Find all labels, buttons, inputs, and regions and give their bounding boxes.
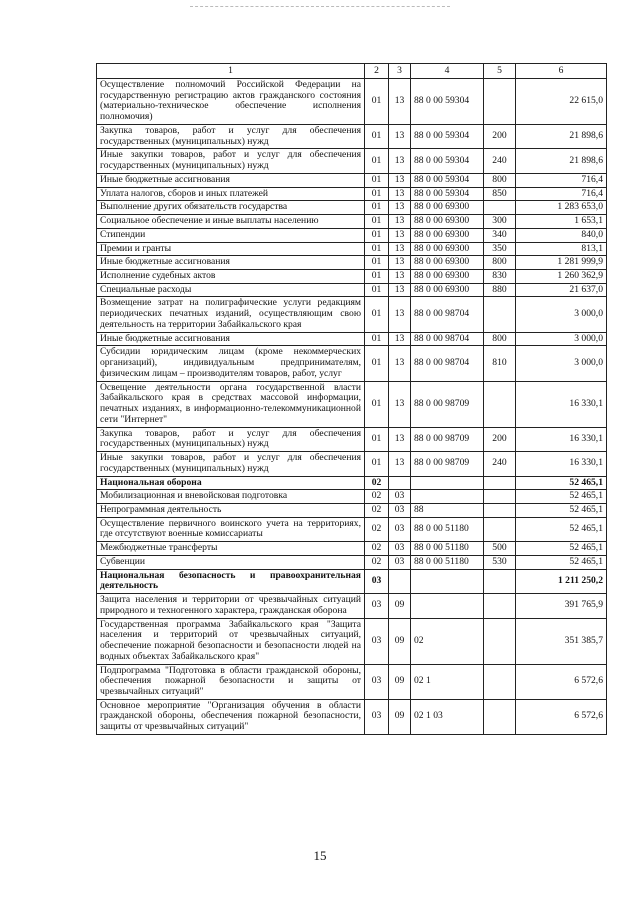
row-target-article: 88 0 00 59304 bbox=[411, 79, 484, 125]
table-row bbox=[97, 332, 607, 346]
table-row bbox=[97, 490, 607, 504]
row-name: Закупка товаров, работ и услуг для обеспечения государственных (муниципальных) нужд bbox=[97, 124, 365, 148]
row-section: 01 bbox=[365, 79, 389, 125]
header-col-2: 2 bbox=[365, 64, 389, 79]
row-expense-type: 240 bbox=[484, 149, 516, 173]
row-subsection: 13 bbox=[389, 427, 411, 451]
row-target-article: 88 0 00 98709 bbox=[411, 381, 484, 427]
row-section: 01 bbox=[365, 124, 389, 148]
row-target-article: 88 0 00 69300 bbox=[411, 215, 484, 229]
row-subsection: 03 bbox=[389, 503, 411, 517]
row-expense-type bbox=[484, 503, 516, 517]
row-name: Защита населения и территории от чрезвычайных ситуаций природного и техногенного характера, гражданская оборона bbox=[97, 594, 365, 618]
table-row bbox=[97, 215, 607, 229]
row-target-article: 02 1 bbox=[411, 664, 484, 699]
row-name: Мобилизационная и вневойсковая подготовка bbox=[97, 490, 365, 504]
row-amount: 6 572,6 bbox=[516, 664, 607, 699]
row-subsection: 09 bbox=[389, 664, 411, 699]
row-amount: 52 465,1 bbox=[516, 503, 607, 517]
row-target-article: 88 0 00 59304 bbox=[411, 124, 484, 148]
row-subsection: 03 bbox=[389, 542, 411, 556]
row-subsection: 13 bbox=[389, 79, 411, 125]
row-name: Стипендии bbox=[97, 228, 365, 242]
row-expense-type: 300 bbox=[484, 215, 516, 229]
header-col-1: 1 bbox=[97, 64, 365, 79]
table-row bbox=[97, 346, 607, 381]
row-target-article: 88 0 00 69300 bbox=[411, 283, 484, 297]
row-section: 01 bbox=[365, 201, 389, 215]
row-amount: 1 283 653,0 bbox=[516, 201, 607, 215]
row-amount: 6 572,6 bbox=[516, 699, 607, 734]
row-subsection: 13 bbox=[389, 346, 411, 381]
row-amount: 716,4 bbox=[516, 173, 607, 187]
header-col-3: 3 bbox=[389, 64, 411, 79]
row-target-article bbox=[411, 476, 484, 490]
table-row bbox=[97, 555, 607, 569]
row-section: 01 bbox=[365, 256, 389, 270]
table-row bbox=[97, 149, 607, 173]
row-target-article: 88 0 00 59304 bbox=[411, 173, 484, 187]
row-name: Субвенции bbox=[97, 555, 365, 569]
row-section: 03 bbox=[365, 569, 389, 593]
table-row bbox=[97, 664, 607, 699]
row-amount: 716,4 bbox=[516, 187, 607, 201]
row-subsection: 03 bbox=[389, 555, 411, 569]
row-section: 03 bbox=[365, 699, 389, 734]
row-name: Специальные расходы bbox=[97, 283, 365, 297]
row-amount: 3 000,0 bbox=[516, 346, 607, 381]
row-name: Возмещение затрат на полиграфические услуги редакциям периодических печатных изданий, осуществляющим свою деятельность на территории Забайкальского края bbox=[97, 297, 365, 332]
table-row bbox=[97, 381, 607, 427]
row-target-article: 88 0 00 98704 bbox=[411, 332, 484, 346]
row-section: 01 bbox=[365, 270, 389, 284]
row-name: Непрограммная деятельность bbox=[97, 503, 365, 517]
row-subsection: 03 bbox=[389, 517, 411, 541]
row-subsection: 13 bbox=[389, 452, 411, 476]
row-subsection: 13 bbox=[389, 187, 411, 201]
row-expense-type: 200 bbox=[484, 124, 516, 148]
table-row bbox=[97, 503, 607, 517]
row-name: Освещение деятельности органа государственной власти Забайкальского края в средствах массовой информации, печатных изданиях, в информационно-телекоммуникационной сети "Интернет" bbox=[97, 381, 365, 427]
row-subsection: 13 bbox=[389, 256, 411, 270]
row-section: 01 bbox=[365, 228, 389, 242]
table-header-row bbox=[97, 64, 607, 79]
row-target-article: 88 0 00 69300 bbox=[411, 270, 484, 284]
row-section: 01 bbox=[365, 381, 389, 427]
row-amount: 16 330,1 bbox=[516, 427, 607, 451]
row-subsection: 13 bbox=[389, 228, 411, 242]
row-section: 01 bbox=[365, 283, 389, 297]
row-target-article: 88 0 00 51180 bbox=[411, 542, 484, 556]
row-subsection: 13 bbox=[389, 381, 411, 427]
row-amount: 1 260 362,9 bbox=[516, 270, 607, 284]
row-target-article: 88 0 00 98709 bbox=[411, 427, 484, 451]
scan-artifact-line bbox=[190, 6, 450, 7]
row-subsection bbox=[389, 569, 411, 593]
table-row bbox=[97, 618, 607, 664]
row-name: Исполнение судебных актов bbox=[97, 270, 365, 284]
row-expense-type bbox=[484, 594, 516, 618]
row-expense-type: 850 bbox=[484, 187, 516, 201]
table-row bbox=[97, 542, 607, 556]
table-row bbox=[97, 569, 607, 593]
row-target-article: 02 bbox=[411, 618, 484, 664]
header-col-4: 4 bbox=[411, 64, 484, 79]
row-expense-type bbox=[484, 297, 516, 332]
row-section: 02 bbox=[365, 555, 389, 569]
row-expense-type: 800 bbox=[484, 256, 516, 270]
row-name: Государственная программа Забайкальского края "Защита населения и территорий от чрезвычайных ситуаций, обеспечение пожарной безопасности и безопасности людей на водных объектах Забайкальского края" bbox=[97, 618, 365, 664]
row-section: 02 bbox=[365, 542, 389, 556]
row-expense-type: 340 bbox=[484, 228, 516, 242]
row-name: Уплата налогов, сборов и иных платежей bbox=[97, 187, 365, 201]
row-expense-type: 350 bbox=[484, 242, 516, 256]
row-section: 01 bbox=[365, 297, 389, 332]
row-name: Осуществление первичного воинского учета на территориях, где отсутствуют военные комиссариаты bbox=[97, 517, 365, 541]
table-row bbox=[97, 699, 607, 734]
row-target-article: 88 0 00 69300 bbox=[411, 242, 484, 256]
table-row bbox=[97, 79, 607, 125]
row-target-article: 88 0 00 69300 bbox=[411, 228, 484, 242]
row-expense-type: 200 bbox=[484, 427, 516, 451]
table-row bbox=[97, 594, 607, 618]
row-name: Субсидии юридическим лицам (кроме некоммерческих организаций), индивидуальным предпринимателям, физическим лицам – производителям товаров, работ, услуг bbox=[97, 346, 365, 381]
row-expense-type bbox=[484, 517, 516, 541]
row-expense-type: 880 bbox=[484, 283, 516, 297]
row-amount: 391 765,9 bbox=[516, 594, 607, 618]
row-subsection: 13 bbox=[389, 201, 411, 215]
row-target-article: 88 bbox=[411, 503, 484, 517]
row-section: 01 bbox=[365, 149, 389, 173]
budget-table bbox=[96, 63, 607, 735]
table-row bbox=[97, 201, 607, 215]
row-name: Иные бюджетные ассигнования bbox=[97, 173, 365, 187]
row-section: 01 bbox=[365, 346, 389, 381]
row-target-article: 88 0 00 98704 bbox=[411, 346, 484, 381]
row-amount: 52 465,1 bbox=[516, 517, 607, 541]
row-subsection: 13 bbox=[389, 173, 411, 187]
row-target-article: 88 0 00 59304 bbox=[411, 187, 484, 201]
row-target-article: 88 0 00 69300 bbox=[411, 256, 484, 270]
row-target-article bbox=[411, 594, 484, 618]
row-subsection: 09 bbox=[389, 618, 411, 664]
row-subsection: 13 bbox=[389, 270, 411, 284]
row-amount: 22 615,0 bbox=[516, 79, 607, 125]
row-section: 03 bbox=[365, 618, 389, 664]
table-row bbox=[97, 427, 607, 451]
row-expense-type bbox=[484, 618, 516, 664]
row-target-article: 88 0 00 59304 bbox=[411, 149, 484, 173]
row-subsection: 13 bbox=[389, 283, 411, 297]
row-amount: 1 281 999,9 bbox=[516, 256, 607, 270]
row-amount: 351 385,7 bbox=[516, 618, 607, 664]
row-expense-type bbox=[484, 476, 516, 490]
row-section: 02 bbox=[365, 476, 389, 490]
row-target-article: 02 1 03 bbox=[411, 699, 484, 734]
table-row bbox=[97, 124, 607, 148]
table-body bbox=[97, 79, 607, 735]
page-number: 15 bbox=[313, 848, 327, 863]
row-section: 01 bbox=[365, 173, 389, 187]
row-expense-type bbox=[484, 664, 516, 699]
row-section: 03 bbox=[365, 664, 389, 699]
row-target-article: 88 0 00 69300 bbox=[411, 201, 484, 215]
row-amount: 52 465,1 bbox=[516, 476, 607, 490]
row-section: 01 bbox=[365, 242, 389, 256]
row-name: Межбюджетные трансферты bbox=[97, 542, 365, 556]
row-amount: 813,1 bbox=[516, 242, 607, 256]
row-name: Осуществление полномочий Российской Федерации на государственную регистрацию актов гражданского состояния (материально-техническое обеспечение исполнения полномочия) bbox=[97, 79, 365, 125]
row-amount: 52 465,1 bbox=[516, 490, 607, 504]
row-name: Национальная безопасность и правоохранительная деятельность bbox=[97, 569, 365, 593]
row-name: Иные закупки товаров, работ и услуг для обеспечения государственных (муниципальных) нужд bbox=[97, 149, 365, 173]
row-subsection: 09 bbox=[389, 699, 411, 734]
row-name: Подпрограмма "Подготовка в области гражданской обороны, обеспечения пожарной безопасности и защиты от чрезвычайных ситуаций" bbox=[97, 664, 365, 699]
row-target-article bbox=[411, 569, 484, 593]
row-amount: 1 653,1 bbox=[516, 215, 607, 229]
row-expense-type bbox=[484, 381, 516, 427]
row-name: Иные бюджетные ассигнования bbox=[97, 256, 365, 270]
row-expense-type bbox=[484, 490, 516, 504]
table-row bbox=[97, 187, 607, 201]
row-section: 02 bbox=[365, 490, 389, 504]
row-amount: 840,0 bbox=[516, 228, 607, 242]
row-expense-type bbox=[484, 699, 516, 734]
row-expense-type: 800 bbox=[484, 173, 516, 187]
row-name: Премии и гранты bbox=[97, 242, 365, 256]
header-col-6: 6 bbox=[516, 64, 607, 79]
row-section: 01 bbox=[365, 187, 389, 201]
table-row bbox=[97, 283, 607, 297]
row-amount: 1 211 250,2 bbox=[516, 569, 607, 593]
row-subsection bbox=[389, 476, 411, 490]
row-subsection: 13 bbox=[389, 215, 411, 229]
row-section: 01 bbox=[365, 452, 389, 476]
row-subsection: 13 bbox=[389, 149, 411, 173]
row-target-article bbox=[411, 490, 484, 504]
row-name: Социальное обеспечение и иные выплаты населению bbox=[97, 215, 365, 229]
row-target-article: 88 0 00 98709 bbox=[411, 452, 484, 476]
row-amount: 21 637,0 bbox=[516, 283, 607, 297]
row-target-article: 88 0 00 51180 bbox=[411, 555, 484, 569]
row-name: Иные бюджетные ассигнования bbox=[97, 332, 365, 346]
row-amount: 21 898,6 bbox=[516, 149, 607, 173]
row-expense-type: 530 bbox=[484, 555, 516, 569]
row-section: 01 bbox=[365, 332, 389, 346]
table-row bbox=[97, 452, 607, 476]
row-subsection: 03 bbox=[389, 490, 411, 504]
row-name: Выполнение других обязательств государства bbox=[97, 201, 365, 215]
row-expense-type: 830 bbox=[484, 270, 516, 284]
table-row bbox=[97, 270, 607, 284]
table-row bbox=[97, 517, 607, 541]
row-amount: 3 000,0 bbox=[516, 332, 607, 346]
row-amount: 21 898,6 bbox=[516, 124, 607, 148]
row-expense-type: 810 bbox=[484, 346, 516, 381]
row-section: 03 bbox=[365, 594, 389, 618]
row-amount: 52 465,1 bbox=[516, 542, 607, 556]
table-row bbox=[97, 228, 607, 242]
row-amount: 16 330,1 bbox=[516, 381, 607, 427]
row-name: Основное мероприятие "Организация обучения в области гражданской обороны, обеспечения пожарной безопасности, защиты от чрезвычайных ситуаций" bbox=[97, 699, 365, 734]
row-subsection: 13 bbox=[389, 297, 411, 332]
row-expense-type: 800 bbox=[484, 332, 516, 346]
row-subsection: 13 bbox=[389, 242, 411, 256]
row-target-article: 88 0 00 98704 bbox=[411, 297, 484, 332]
table-row bbox=[97, 242, 607, 256]
row-amount: 3 000,0 bbox=[516, 297, 607, 332]
row-name: Национальная оборона bbox=[97, 476, 365, 490]
row-name: Закупка товаров, работ и услуг для обеспечения государственных (муниципальных) нужд bbox=[97, 427, 365, 451]
table-row bbox=[97, 256, 607, 270]
row-target-article: 88 0 00 51180 bbox=[411, 517, 484, 541]
row-section: 01 bbox=[365, 427, 389, 451]
row-subsection: 13 bbox=[389, 124, 411, 148]
header-col-5: 5 bbox=[484, 64, 516, 79]
row-expense-type: 500 bbox=[484, 542, 516, 556]
row-section: 01 bbox=[365, 215, 389, 229]
table-row bbox=[97, 476, 607, 490]
row-expense-type bbox=[484, 79, 516, 125]
row-section: 02 bbox=[365, 503, 389, 517]
row-section: 02 bbox=[365, 517, 389, 541]
row-expense-type bbox=[484, 569, 516, 593]
row-expense-type bbox=[484, 201, 516, 215]
row-amount: 16 330,1 bbox=[516, 452, 607, 476]
table-row bbox=[97, 173, 607, 187]
row-name: Иные закупки товаров, работ и услуг для обеспечения государственных (муниципальных) нужд bbox=[97, 452, 365, 476]
row-amount: 52 465,1 bbox=[516, 555, 607, 569]
row-subsection: 09 bbox=[389, 594, 411, 618]
table-row bbox=[97, 297, 607, 332]
row-expense-type: 240 bbox=[484, 452, 516, 476]
row-subsection: 13 bbox=[389, 332, 411, 346]
